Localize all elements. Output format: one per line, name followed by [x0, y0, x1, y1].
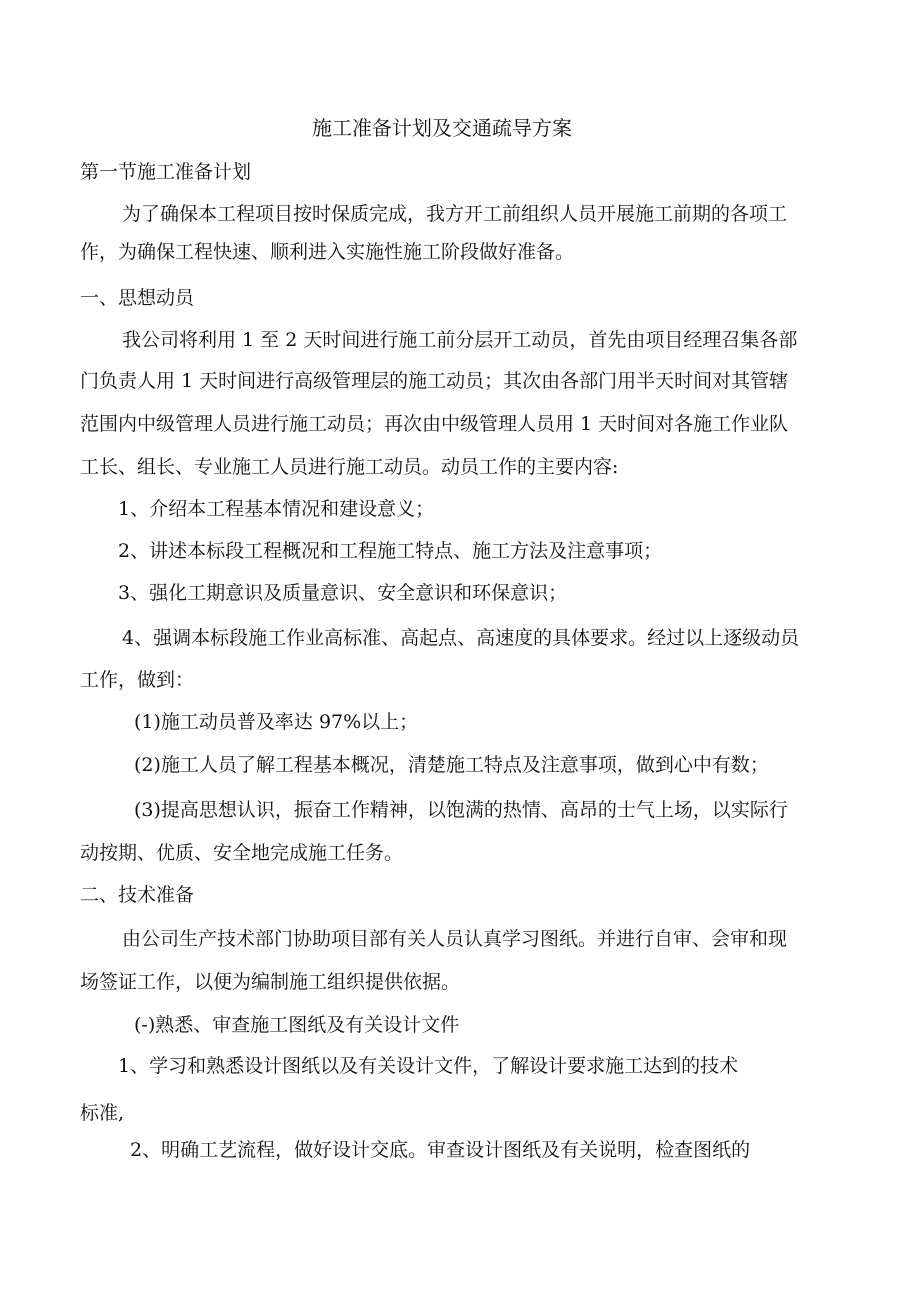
intro-line-2: 作，为确保工程快速、顺利进入实施性施工阶段做好准备。: [80, 241, 575, 263]
sub1-item-1-line-1: 1、学习和熟悉设计图纸以及有关设计文件，了解设计要求施工达到的技术: [118, 1055, 739, 1077]
goal-3-line-2: 动按期、优质、安全地完成施工任务。: [80, 842, 404, 864]
mobilization-line-2: 门负责人用 1 天时间进行高级管理层的施工动员；其次由各部门用半天时间对其管辖: [80, 370, 789, 392]
part2-heading: 二、技术准备: [80, 884, 195, 906]
goal-3-line-1: (3)提高思想认识，振奋工作精神，以饱满的热情、高昂的士气上场，以实际行: [134, 799, 788, 821]
mobilization-item-4-line-1: 4、强调本标段施工作业高标准、高起点、高速度的具体要求。经过以上逐级动员: [122, 627, 800, 649]
mobilization-item-3: 3、强化工期意识及质量意识、安全意识和环保意识；: [118, 582, 568, 604]
mobilization-line-3: 范围内中级管理人员进行施工动员；再次由中级管理人员用 1 天时间对各施工作业队: [80, 413, 789, 435]
sub1-item-2: 2、明确工艺流程，做好设计交底。审查设计图纸及有关说明，检查图纸的: [130, 1139, 751, 1161]
intro-line-1: 为了确保本工程项目按时保质完成，我方开工前组织人员开展施工前期的各项工: [122, 203, 788, 225]
mobilization-line-4: 工长、组长、专业施工人员进行施工动员。动员工作的主要内容:: [80, 456, 619, 478]
goal-2: (2)施工人员了解工程基本概况，清楚施工特点及注意事项，做到心中有数；: [134, 754, 769, 776]
sub1-heading: (-)熟悉、审查施工图纸及有关设计文件: [134, 1014, 460, 1036]
goal-1: (1)施工动员普及率达 97%以上；: [134, 711, 419, 733]
mobilization-item-2: 2、讲述本标段工程概况和工程施工特点、施工方法及注意事项；: [118, 540, 663, 562]
tech-line-1: 由公司生产技术部门协助项目部有关人员认真学习图纸。并进行自审、会审和现: [122, 928, 788, 950]
document-title: 施工准备计划及交通疏导方案: [312, 116, 572, 140]
tech-line-2: 场签证工作，以便为编制施工组织提供依据。: [80, 971, 461, 993]
mobilization-item-1: 1、介绍本工程基本情况和建设意义；: [118, 498, 435, 520]
part1-heading: 一、思想动员: [80, 287, 195, 309]
sub1-item-1-line-2: 标准,: [80, 1102, 125, 1124]
mobilization-item-4-line-2: 工作，做到：: [80, 669, 195, 691]
mobilization-line-1: 我公司将利用 1 至 2 天时间进行施工前分层开工动员，首先由项目经理召集各部: [122, 329, 798, 351]
section1-heading: 第一节施工准备计划: [80, 161, 252, 183]
